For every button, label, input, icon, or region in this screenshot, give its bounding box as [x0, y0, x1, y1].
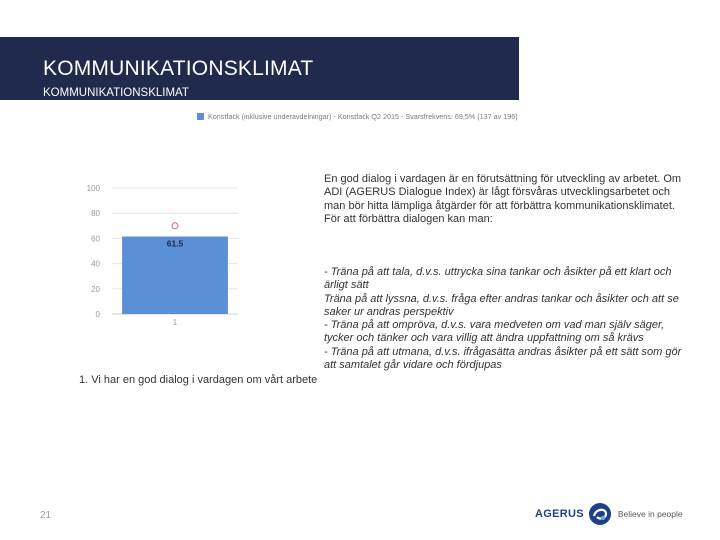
y-tick-label: 80: [91, 209, 100, 219]
chart-caption: 1. Vi har en god dialog i vardagen om vårt arbete: [79, 374, 318, 386]
swirl-logo-icon: [588, 502, 612, 526]
intro-paragraph: En god dialog i vardagen är en förutsättning för utveckling av arbetet. Om ADI (AGERUS Dialogue Index) är lågt försvåras utvecklingsarbetet och man bör hitta lämpliga åtgärder för att förbättra kommunikationsklimatet. För att förbättra dialogen kan man:: [324, 173, 682, 225]
reference-marker: [172, 223, 178, 229]
advice-list: - Träna på att tala, d.v.s. uttrycka sina tankar och åsikter på ett klart och ärligt sätt Träna på att lyssna, d.v.s. fråga efter andras tankar och åsikter och att se saker ur andras perspektiv - Träna på att ompröva, d.v.s. vara medveten om vad man själv säger, tycker och tänker och vara villig att ändra uppfattning om så krävs - Träna på att utmana, d.v.s. ifrågasätta andras åsikter på ett sätt som gör att samtalet går vidare och fördjupas: [324, 266, 682, 372]
page-number: 21: [40, 510, 52, 521]
y-tick-label: 100: [86, 184, 100, 193]
slide-title: KOMMUNIKATIONSKLIMAT: [43, 57, 314, 80]
logo-tagline: Believe in people: [617, 509, 683, 519]
x-tick-label: 1: [172, 318, 178, 327]
agerus-logo: [535, 500, 683, 528]
y-tick-label: 20: [91, 284, 100, 294]
y-tick-label: 60: [91, 234, 100, 244]
logo-wordmark: AGERUS: [535, 508, 584, 520]
y-tick-label: 0: [95, 310, 100, 319]
legend-label: Konstfack (inklusive underavdelningar) - Konstfack Q2 2015 - Svarsfrekvens: 69,5% (137 av 196): [208, 111, 518, 121]
slide-subtitle: KOMMUNIKATIONSKLIMAT: [43, 87, 189, 99]
y-tick-label: 40: [91, 259, 100, 269]
bar-value-label: 61.5: [166, 238, 184, 249]
